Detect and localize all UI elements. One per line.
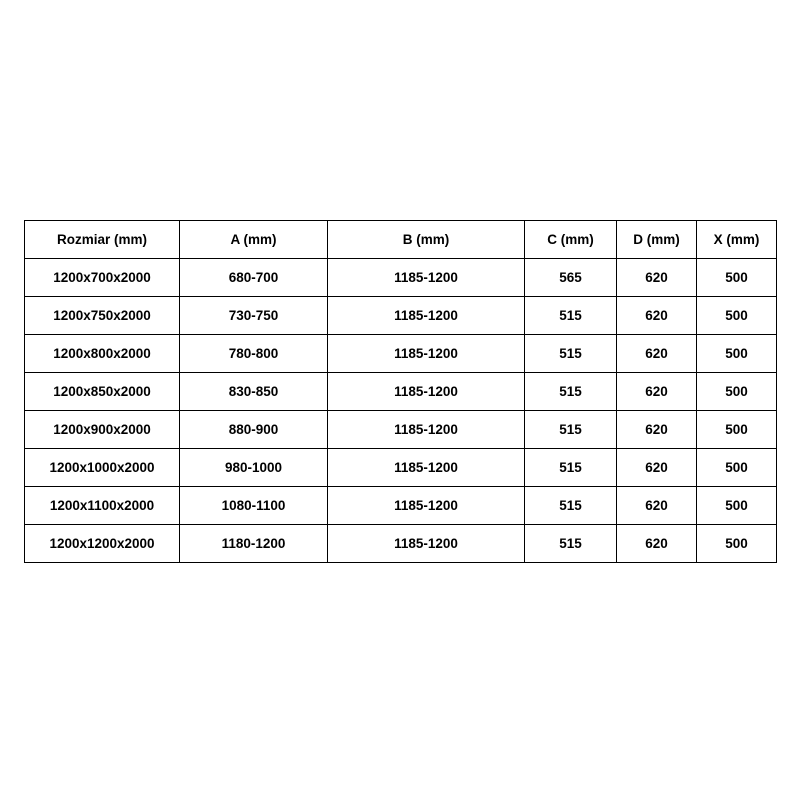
cell-b: 1185-1200 — [328, 373, 525, 411]
table-row — [25, 335, 777, 373]
cell-x: 500 — [697, 297, 777, 335]
size-table — [24, 220, 777, 563]
cell-rozmiar: 1200x700x2000 — [25, 259, 180, 297]
table-row — [25, 259, 777, 297]
table-header — [25, 221, 777, 259]
cell-a: 730-750 — [180, 297, 328, 335]
cell-b: 1185-1200 — [328, 487, 525, 525]
cell-x: 500 — [697, 411, 777, 449]
column-header-d: D (mm) — [617, 221, 697, 259]
cell-rozmiar: 1200x800x2000 — [25, 335, 180, 373]
table-row — [25, 449, 777, 487]
cell-rozmiar: 1200x750x2000 — [25, 297, 180, 335]
cell-b: 1185-1200 — [328, 411, 525, 449]
cell-c: 515 — [525, 297, 617, 335]
cell-x: 500 — [697, 487, 777, 525]
table-header-row — [25, 221, 777, 259]
cell-d: 620 — [617, 373, 697, 411]
cell-d: 620 — [617, 411, 697, 449]
cell-b: 1185-1200 — [328, 335, 525, 373]
table-body — [25, 259, 777, 563]
column-header-c: C (mm) — [525, 221, 617, 259]
cell-c: 565 — [525, 259, 617, 297]
cell-d: 620 — [617, 297, 697, 335]
cell-a: 780-800 — [180, 335, 328, 373]
cell-d: 620 — [617, 259, 697, 297]
table-row — [25, 525, 777, 563]
cell-b: 1185-1200 — [328, 259, 525, 297]
cell-rozmiar: 1200x850x2000 — [25, 373, 180, 411]
cell-x: 500 — [697, 449, 777, 487]
cell-b: 1185-1200 — [328, 525, 525, 563]
column-header-b: B (mm) — [328, 221, 525, 259]
cell-a: 830-850 — [180, 373, 328, 411]
cell-a: 1180-1200 — [180, 525, 328, 563]
cell-c: 515 — [525, 449, 617, 487]
cell-d: 620 — [617, 335, 697, 373]
column-header-x: X (mm) — [697, 221, 777, 259]
table-row — [25, 411, 777, 449]
table-row — [25, 487, 777, 525]
cell-rozmiar: 1200x1100x2000 — [25, 487, 180, 525]
cell-x: 500 — [697, 259, 777, 297]
cell-a: 980-1000 — [180, 449, 328, 487]
table-row — [25, 297, 777, 335]
cell-c: 515 — [525, 411, 617, 449]
cell-x: 500 — [697, 373, 777, 411]
cell-d: 620 — [617, 487, 697, 525]
column-header-a: A (mm) — [180, 221, 328, 259]
cell-c: 515 — [525, 335, 617, 373]
cell-a: 1080-1100 — [180, 487, 328, 525]
cell-c: 515 — [525, 525, 617, 563]
cell-c: 515 — [525, 373, 617, 411]
cell-a: 880-900 — [180, 411, 328, 449]
cell-d: 620 — [617, 449, 697, 487]
cell-b: 1185-1200 — [328, 297, 525, 335]
cell-x: 500 — [697, 525, 777, 563]
cell-d: 620 — [617, 525, 697, 563]
size-table-container — [24, 220, 776, 563]
cell-c: 515 — [525, 487, 617, 525]
cell-a: 680-700 — [180, 259, 328, 297]
cell-x: 500 — [697, 335, 777, 373]
column-header-rozmiar: Rozmiar (mm) — [25, 221, 180, 259]
cell-rozmiar: 1200x1200x2000 — [25, 525, 180, 563]
table-row — [25, 373, 777, 411]
cell-rozmiar: 1200x900x2000 — [25, 411, 180, 449]
cell-b: 1185-1200 — [328, 449, 525, 487]
cell-rozmiar: 1200x1000x2000 — [25, 449, 180, 487]
